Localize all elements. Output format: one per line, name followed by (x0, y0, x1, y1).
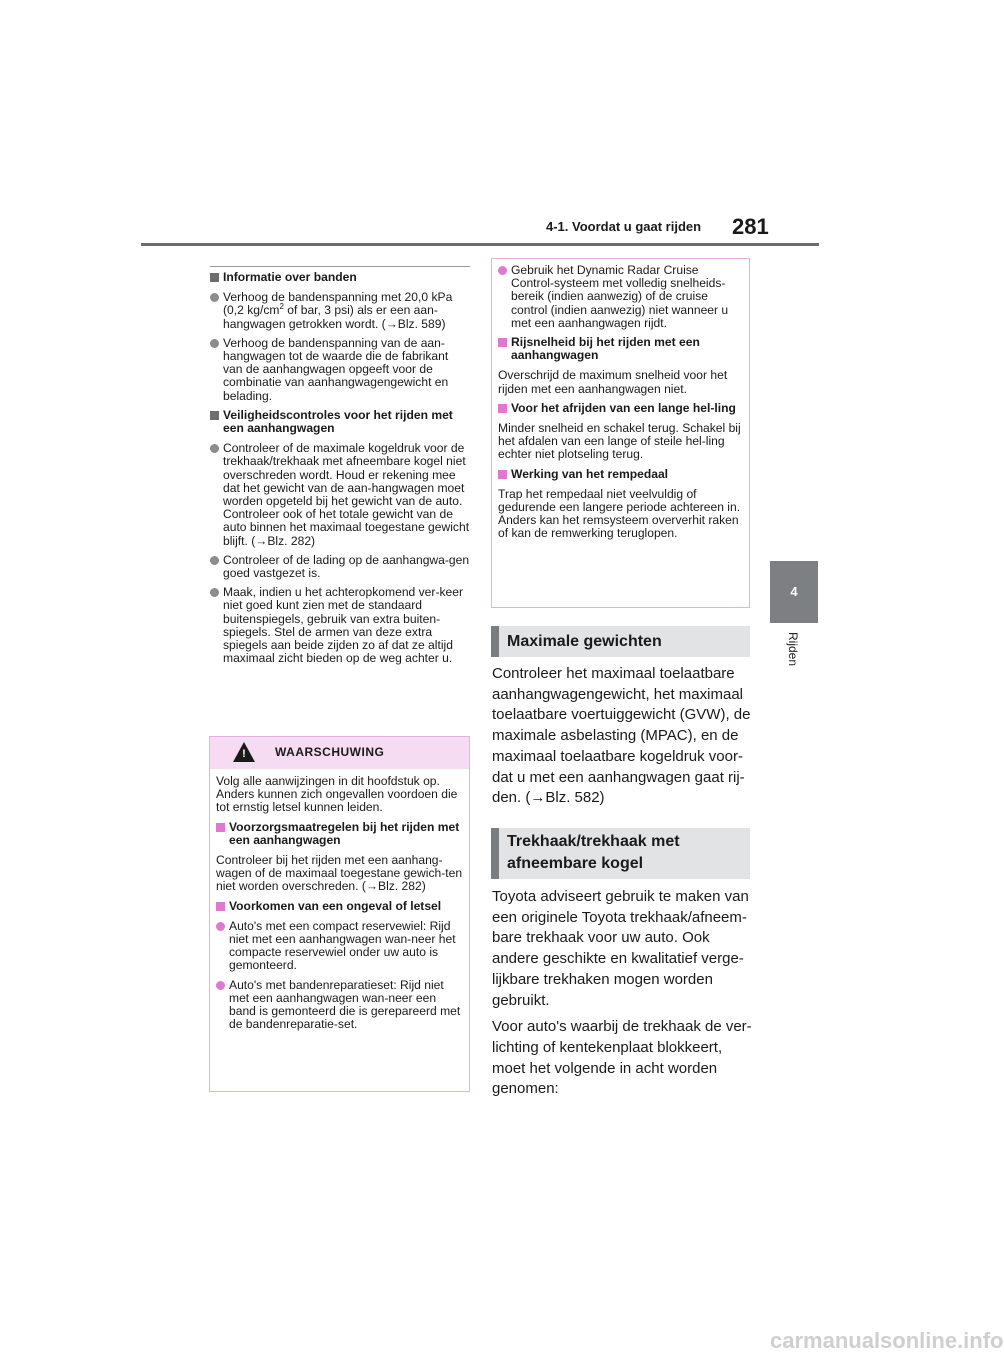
hitch-text (492, 887, 754, 1100)
superscript: 2 (279, 302, 284, 312)
tires-bullet-2: Verhoog de bandenspanning van de aan-hangwagen tot de waarde die de fabrikant van de aanhangwagen opgeeft voor de combinatie van aanhangwagengewicht en belading. (210, 337, 470, 403)
tips-sub-2: Voor het afrijden van een lange hel-ling (498, 402, 744, 415)
tips-bullet-1: Gebruik het Dynamic Radar Cruise Control-systeem met volledig snelheids-bereik (indien aanwezig) of de cruise control (indien aanwezig) niet wanneer u met een aanhangwagen rijdt. (498, 264, 744, 330)
tires-bullet-1-rest: of bar, 3 psi) als er een aan-hangwagen getrokken wordt. (→Blz. 589) (223, 303, 446, 331)
warning-sub-2: Voorkomen van een ongeval of letsel (216, 900, 463, 913)
exclamation-icon: ! (242, 748, 246, 760)
hitch-heading-line-1: Trekhaak/trekhaak met (507, 833, 680, 850)
warning-intro: Volg alle aanwijzingen in dit hoofdstuk op. Anders kunnen zich ongevallen voordoen die tot ernstig letsel kunnen leiden. (216, 774, 458, 815)
tips-sub-1-text: Overschrijd de maximum snelheid voor het rijden met een aanhangwagen niet. (498, 368, 728, 396)
warning-bullet-1: Auto's met een compact reservewiel: Rijd niet met een aanhangwagen wan-neer het compacte reservewiel onder uw auto is gemonteerd. (216, 920, 463, 973)
tips-sub-3-text: Trap het rempedaal niet veelvuldig of gedurende een langere periode achtereen in. Anders kan het remsysteem oververhit raken of kan de remwerking teruglopen. (498, 486, 741, 541)
tips-sub-2-text: Minder snelheid en schakel terug. Schakel bij het afdalen van een lange of steile hel-ling echter niet plotseling terug. (498, 421, 741, 462)
hitch-paragraph-1: Toyota adviseert gebruik te maken van een originele Toyota trekhaak/afneem-bare trekhaak voor uw auto. Ook andere geschikte en kwalitatief verge-lijkbare trekhaken mogen worden gebruikt. (492, 888, 749, 1009)
page-number: 281 (732, 214, 769, 239)
tips-sub-1: Rijsnelheid bij het rijden met een aanhangwagen (498, 336, 744, 362)
warning-box (209, 736, 470, 1092)
hitch-paragraph-2: Voor auto's waarbij de trekhaak de ver-lichting of kentekenplaat blokkeert, moet het volgende in acht worden genomen: (492, 1018, 752, 1098)
max-weights-text: Controleer het maximaal toelaatbare aanhangwagengewicht, het maximaal toelaatbare voertuiggewicht (GVW), de maximale asbelasting (MPAC), en de maximaal toelaatbare kogeldruk voor-dat u met een aanhangwagen gaat rij-den. (→Blz. 582) (492, 665, 751, 807)
header-rule (141, 243, 819, 246)
warning-header (210, 737, 469, 769)
tires-bullet-1 (210, 291, 470, 331)
section-header: 4-1. Voordat u gaat rijden (546, 219, 702, 234)
warning-sub-1-text: Controleer bij het rijden met een aanhang-wagen of de maximaal toegestane gewich-ten niet worden overschreden. (→Blz. 282) (216, 853, 463, 894)
safety-bullet-2: Controleer of de lading op de aanhangwa-gen goed vastgezet is. (210, 554, 470, 580)
tires-heading: Informatie over banden (210, 271, 470, 284)
warning-title: WAARSCHUWING (275, 745, 385, 759)
hitch-heading (491, 828, 750, 879)
chapter-tab[interactable]: 4 (770, 561, 818, 623)
watermark: carmanualsonline.info (770, 1328, 1004, 1353)
warning-sub-1: Voorzorgsmaatregelen bij het rijden met een aanhangwagen (216, 821, 463, 847)
max-weights-heading: Maximale gewichten (491, 626, 750, 657)
column-top-rule (210, 266, 470, 267)
tires-bullet-1-text: Verhoog de bandenspanning met 20,0 kPa (0,2 kg/cm (223, 290, 453, 318)
safety-heading: Veiligheidscontroles voor het rijden met een aanhangwagen (210, 409, 470, 435)
safety-bullet-3: Maak, indien u het achteropkomend ver-keer niet goed kunt zien met de standaard buitenspiegels, gebruik van extra buiten-spiegels. Stel de armen van deze extra spiegels aan beide zijden zo af dat ze altijd maximaal zicht bieden op de weg achter u. (210, 586, 470, 665)
safety-bullet-1: Controleer of de maximale kogeldruk voor de trekhaak/trekhaak met afneembare kogel niet overschreden wordt. Houd er rekening mee dat het gewicht van de aan-hangwagen moet worden opgeteld bij het gewicht van de auto. Controleer ook of het totale gewicht van de auto binnen het maximaal toegestane gewicht blijft. (→Blz. 282) (210, 442, 470, 548)
chapter-label: Rijden (786, 632, 800, 667)
warning-body (210, 769, 469, 1031)
warning-bullet-2: Auto's met bandenreparatieset: Rijd niet met een aanhangwagen wan-neer een band is gemonteerd die is gerepareerd met de bandenreparatie-set. (216, 979, 463, 1032)
hitch-heading-line-2: afneembare kogel (507, 855, 644, 872)
tips-sub-3: Werking van het rempedaal (498, 468, 744, 481)
tips-box (491, 258, 750, 608)
left-column (210, 266, 470, 671)
